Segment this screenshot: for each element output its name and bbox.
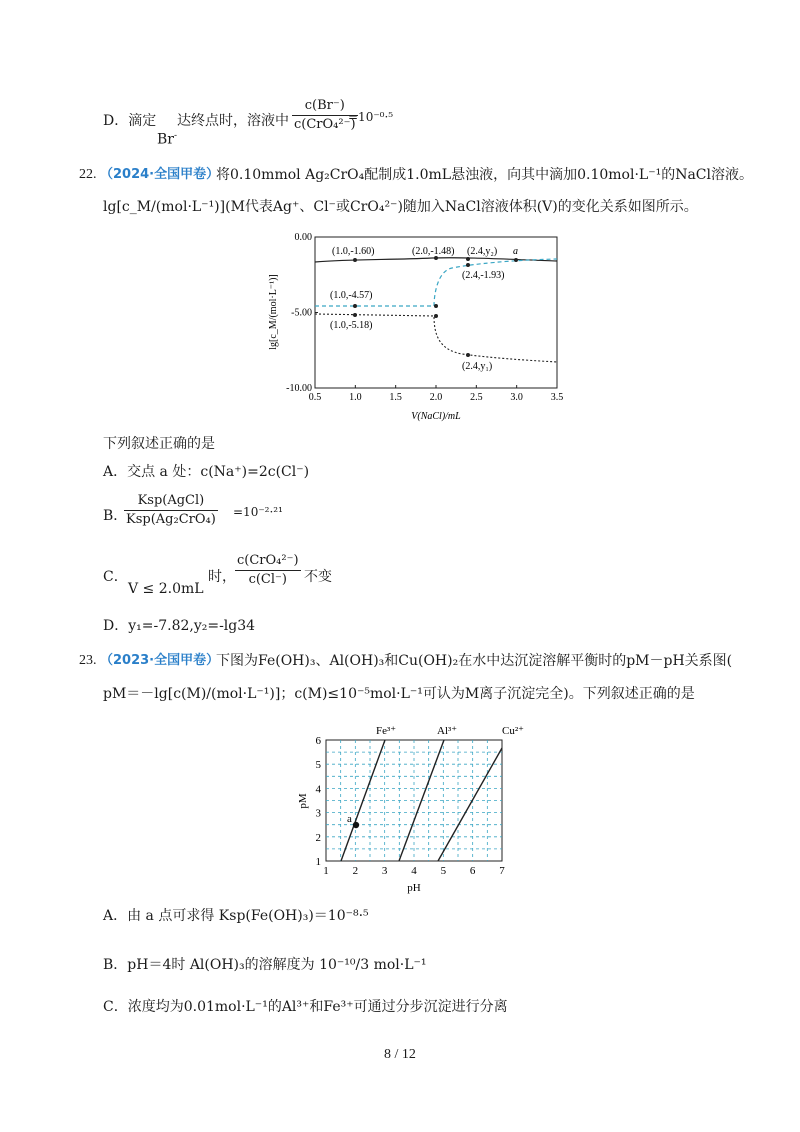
chart22-xtick-label: 3.0 — [510, 392, 523, 403]
chart22-xtick-label: 2.5 — [470, 392, 483, 403]
q22-option-b-value: =10⁻²·²¹ — [233, 505, 283, 519]
chart22-point-4 — [466, 263, 470, 267]
chart23-xtick-label: 7 — [499, 865, 505, 877]
q23-option-c: C．浓度均为0.01mol·L⁻¹的Al³⁺和Fe³⁺可通过分步沉淀进行分离 — [103, 999, 508, 1015]
chart22-point-5 — [353, 304, 357, 308]
q23-number: 23. — [79, 653, 97, 668]
chart22-ytick-label: -5.00 — [291, 307, 312, 319]
chart22-annot-6: (1.0,-5.18) — [330, 320, 373, 331]
chart22-point-a — [514, 258, 518, 262]
chart23-xtick-label: 5 — [440, 865, 447, 877]
chart23-series-cu — [438, 748, 502, 861]
chart23-series-label-fe: Fe³⁺ — [376, 725, 397, 737]
chart22-ytick-label: -10.00 — [286, 383, 312, 394]
chart22-point-8 — [434, 314, 438, 318]
chart22-annot-4: (2.4,-1.93) — [462, 270, 505, 281]
q22-question: 下列叙述正确的是 — [103, 436, 215, 452]
q21-option-d-sub: Br- — [157, 131, 178, 148]
chart22-annot-1: (2.0,-1.48) — [412, 246, 455, 257]
chart23-xtick-label: 2 — [352, 865, 359, 877]
q22-option-b-fraction: $\frac{\text{Ksp(AgCl)}}{\text{Ksp(Ag₂CrO₄)}}$ — [126, 493, 216, 527]
q22-option-d: D．y₁=-7.82,y₂=-lg34 — [103, 618, 256, 634]
chart22-xtick-label: 1.0 — [349, 392, 362, 403]
q23-tag: （2023·全国甲卷） — [100, 653, 220, 668]
chart23-xtick-label: 4 — [411, 865, 417, 877]
q22-stem-line1: 将0.10mmol Ag₂CrO₄配制成1.0mL悬浊液，向其中滴加0.10mol·L⁻¹的NaCl溶液。 — [216, 167, 753, 183]
q21-option-d: D．滴定 — [103, 113, 157, 129]
q23-stem-line1: 下图为Fe(OH)₃、Al(OH)₃和Cu(OH)₂在水中达沉淀溶解平衡时的pM－pH关系图( — [216, 653, 733, 669]
q22-tag: （2024·全国甲卷） — [100, 167, 220, 182]
chart23-point-label: a — [347, 813, 352, 825]
chart22-xtick-label: 1.5 — [389, 392, 402, 403]
chart23-ytick-label: 5 — [315, 759, 321, 772]
chart22-point-1 — [353, 258, 357, 262]
chart23-ytick-label: 6 — [315, 735, 321, 747]
chart23-xlabel: pH — [407, 882, 421, 894]
chart23-ytick-label: 2 — [315, 831, 321, 844]
chart22-point-7 — [434, 304, 438, 308]
q22-stem-line2: lg[c_M/(mol·L⁻¹)](M代表Ag⁺、Cl⁻或CrO₄²⁻)随加入NaCl溶液体积(V)的变化关系如图所示。 — [103, 199, 698, 215]
chart22-annot-5: (1.0,-4.57) — [330, 290, 373, 301]
q22-option-c-mid: 时， — [208, 569, 236, 585]
chart23-series-fe — [341, 740, 385, 861]
q21-option-d-value: =10⁻⁰·⁵ — [348, 110, 394, 124]
q22-number: 22. — [79, 167, 97, 182]
chart22-point-9 — [466, 353, 470, 357]
chart22-ylabel: lg[c_M/(mol·L⁻¹)] — [268, 274, 279, 350]
chart23-series-label-cu: Cu²⁺ — [502, 725, 524, 737]
chart22-annot-3: a — [513, 246, 518, 257]
q21-option-d-mid: 达终点时，溶液中 — [177, 113, 289, 129]
chart22 — [262, 226, 572, 426]
chart23-point-a — [353, 822, 359, 828]
chart22-ytick-label: 0.00 — [294, 232, 312, 243]
q22-option-c-fraction: $\frac{\text{c(CrO₄²⁻)}}{c(Cl^-)}$ — [237, 553, 299, 587]
chart22-annot-0: (1.0,-1.60) — [332, 246, 375, 257]
q22-option-c-cond: V ≤ 2.0mL — [128, 581, 204, 597]
chart22-point-6 — [353, 313, 357, 317]
chart22-point-3 — [466, 257, 470, 261]
chart23-ytick-label: 3 — [315, 807, 321, 820]
chart22-annot-7: (2.4,y₁) — [462, 361, 493, 372]
q22-option-c-suffix: 不变 — [304, 569, 332, 585]
q21-option-d-fraction: $\frac{c(Br^-)}{\text{c(CrO₄²⁻)}}$ — [294, 98, 356, 132]
chart23-xtick-label: 1 — [323, 865, 329, 877]
chart23-xtick-label: 6 — [469, 865, 476, 877]
q22-option-a: A．交点 a 处：c(Na⁺)=2c(Cl⁻) — [103, 464, 310, 480]
q23-option-a: A．由 a 点可求得 Ksp(Fe(OH)₃)＝10⁻⁸·⁵ — [103, 908, 369, 924]
chart23-xtick-label: 3 — [381, 865, 388, 877]
chart23-ylabel: pM — [297, 793, 309, 809]
q23-option-b: B．pH＝4时 Al(OH)₃的溶解度为 10⁻¹⁰/3 mol·L⁻¹ — [103, 957, 427, 973]
page-number: 8 / 12 — [384, 1047, 416, 1062]
chart22-annot-2: (2.4,y₂) — [467, 246, 498, 257]
chart23-ytick-label: 4 — [315, 783, 321, 796]
q23-stem-line2: pM＝－lg[c(M)/(mol·L⁻¹)]；c(M)≤10⁻⁵mol·L⁻¹可认为M离子沉淀完全)。下列叙述正确的是 — [103, 686, 695, 702]
q22-option-b-prefix: B． — [103, 508, 128, 524]
chart23-series-label-al: Al³⁺ — [437, 725, 458, 737]
q22-option-c-prefix: C． — [103, 569, 128, 585]
chart22-xtick-label: 2.0 — [429, 392, 443, 403]
chart23 — [292, 715, 542, 900]
chart23-ytick-label: 1 — [315, 856, 321, 868]
chart22-xtick-label: 0.5 — [308, 392, 322, 403]
chart22-xtick-label: 3.5 — [550, 392, 564, 403]
chart22-xlabel: V(NaCl)/mL — [411, 411, 461, 422]
